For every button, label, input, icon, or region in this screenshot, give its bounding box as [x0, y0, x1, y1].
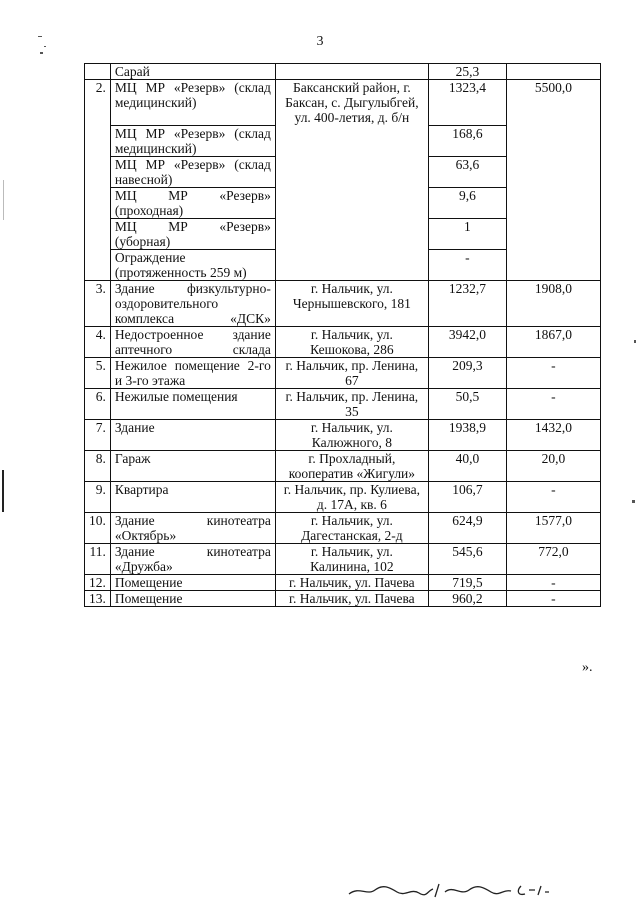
row-number: 5.	[85, 357, 111, 388]
land-area: -	[506, 481, 600, 512]
land-area	[506, 249, 600, 280]
object-area: 40,0	[428, 450, 506, 481]
object-area: 63,6	[428, 156, 506, 187]
land-area: 1432,0	[506, 419, 600, 450]
scan-mark	[38, 36, 42, 37]
scan-mark	[3, 180, 4, 220]
object-area: 545,6	[428, 543, 506, 574]
object-address	[275, 187, 428, 218]
object-name: Гараж	[110, 450, 275, 481]
table-row	[85, 574, 601, 590]
row-number: 3.	[85, 280, 111, 326]
page-number: 3	[316, 34, 324, 49]
land-area	[506, 218, 600, 249]
land-area	[506, 125, 600, 156]
land-area	[506, 187, 600, 218]
object-area: 1232,7	[428, 280, 506, 326]
object-name: МЦ МР «Резерв» (склад медицинский)	[110, 80, 275, 126]
table-row	[85, 156, 601, 187]
table-row	[85, 590, 601, 606]
object-area: 960,2	[428, 590, 506, 606]
land-area: 1577,0	[506, 512, 600, 543]
object-area: 168,6	[428, 125, 506, 156]
row-number: 8.	[85, 450, 111, 481]
table-row	[85, 218, 601, 249]
table-row	[85, 357, 601, 388]
handwritten-signature	[345, 878, 560, 900]
object-name: Нежилое помещение 2-го и 3-го этажа	[110, 357, 275, 388]
object-address	[275, 64, 428, 80]
object-area: 1938,9	[428, 419, 506, 450]
object-name: Ограждение (протяженность 259 м)	[110, 249, 275, 280]
object-area: 1323,4	[428, 80, 506, 126]
table-row	[85, 125, 601, 156]
scan-mark	[2, 470, 4, 512]
row-number: 2.	[85, 80, 111, 126]
object-address: г. Прохладный, кооператив «Жигули»	[275, 450, 428, 481]
object-address: г. Нальчик, ул. Калинина, 102	[275, 543, 428, 574]
object-area: 9,6	[428, 187, 506, 218]
row-number	[85, 156, 111, 187]
row-number: 12.	[85, 574, 111, 590]
object-address: г. Нальчик, ул. Пачева	[275, 574, 428, 590]
object-address: г. Нальчик, ул. Калюжного, 8	[275, 419, 428, 450]
object-address: г. Нальчик, пр. Кулиева, д. 17А, кв. 6	[275, 481, 428, 512]
object-address	[275, 125, 428, 156]
object-address: г. Нальчик, пр. Ленина, 67	[275, 357, 428, 388]
table-row	[85, 64, 601, 80]
property-table	[84, 63, 601, 607]
land-area: -	[506, 590, 600, 606]
object-address: г. Нальчик, ул. Пачева	[275, 590, 428, 606]
table-row	[85, 187, 601, 218]
object-address: г. Нальчик, ул. Дагестанская, 2-д	[275, 512, 428, 543]
land-area: -	[506, 388, 600, 419]
land-area: -	[506, 574, 600, 590]
land-area	[506, 64, 600, 80]
scan-mark	[632, 500, 635, 503]
object-area: -	[428, 249, 506, 280]
row-number: 6.	[85, 388, 111, 419]
scan-mark	[634, 340, 636, 343]
row-number: 4.	[85, 326, 111, 357]
object-area: 25,3	[428, 64, 506, 80]
land-area: 5500,0	[506, 80, 600, 126]
object-name: Здание кинотеатра «Дружба»	[110, 543, 275, 574]
row-number: 13.	[85, 590, 111, 606]
row-number: 7.	[85, 419, 111, 450]
object-area: 624,9	[428, 512, 506, 543]
table-row	[85, 481, 601, 512]
table-row	[85, 419, 601, 450]
object-area: 719,5	[428, 574, 506, 590]
object-area: 1	[428, 218, 506, 249]
row-number	[85, 249, 111, 280]
table-row	[85, 543, 601, 574]
land-area: 1867,0	[506, 326, 600, 357]
table-row	[85, 280, 601, 326]
table-row	[85, 326, 601, 357]
object-address	[275, 218, 428, 249]
object-area: 106,7	[428, 481, 506, 512]
closing-quote-mark: ».	[582, 660, 593, 675]
row-number: 11.	[85, 543, 111, 574]
object-address: г. Нальчик, ул. Кешокова, 286	[275, 326, 428, 357]
object-address	[275, 249, 428, 280]
table-row	[85, 512, 601, 543]
table-row	[85, 249, 601, 280]
object-name: Сарай	[110, 64, 275, 80]
object-name: МЦ МР «Резерв» (проходная)	[110, 187, 275, 218]
row-number	[85, 125, 111, 156]
object-name: Помещение	[110, 574, 275, 590]
row-number: 9.	[85, 481, 111, 512]
row-number: 10.	[85, 512, 111, 543]
scan-mark	[44, 46, 46, 47]
land-area: 772,0	[506, 543, 600, 574]
row-number	[85, 187, 111, 218]
object-name: Здание кинотеатра «Октябрь»	[110, 512, 275, 543]
land-area: 1908,0	[506, 280, 600, 326]
object-address: г. Нальчик, ул. Чернышевского, 181	[275, 280, 428, 326]
table-row	[85, 450, 601, 481]
scan-mark	[40, 52, 43, 54]
object-name: МЦ МР «Резерв» (уборная)	[110, 218, 275, 249]
object-name: Квартира	[110, 481, 275, 512]
object-area: 3942,0	[428, 326, 506, 357]
object-name: Здание	[110, 419, 275, 450]
table-row	[85, 388, 601, 419]
object-address: Баксанский район, г. Баксан, с. Дыгулыбгей, ул. 400-летия, д. б/н	[275, 80, 428, 126]
land-area: -	[506, 357, 600, 388]
object-area: 50,5	[428, 388, 506, 419]
table-row	[85, 80, 601, 126]
object-address: г. Нальчик, пр. Ленина, 35	[275, 388, 428, 419]
land-area	[506, 156, 600, 187]
land-area: 20,0	[506, 450, 600, 481]
object-name: МЦ МР «Резерв» (склад медицинский)	[110, 125, 275, 156]
row-number	[85, 218, 111, 249]
object-name: Недостроенное здание аптечного склада	[110, 326, 275, 357]
object-name: Помещение	[110, 590, 275, 606]
object-name: МЦ МР «Резерв» (склад навесной)	[110, 156, 275, 187]
object-name: Нежилые помещения	[110, 388, 275, 419]
object-area: 209,3	[428, 357, 506, 388]
object-name: Здание физкультурно-оздоровительного комплекса «ДСК»	[110, 280, 275, 326]
row-number	[85, 64, 111, 80]
object-address	[275, 156, 428, 187]
